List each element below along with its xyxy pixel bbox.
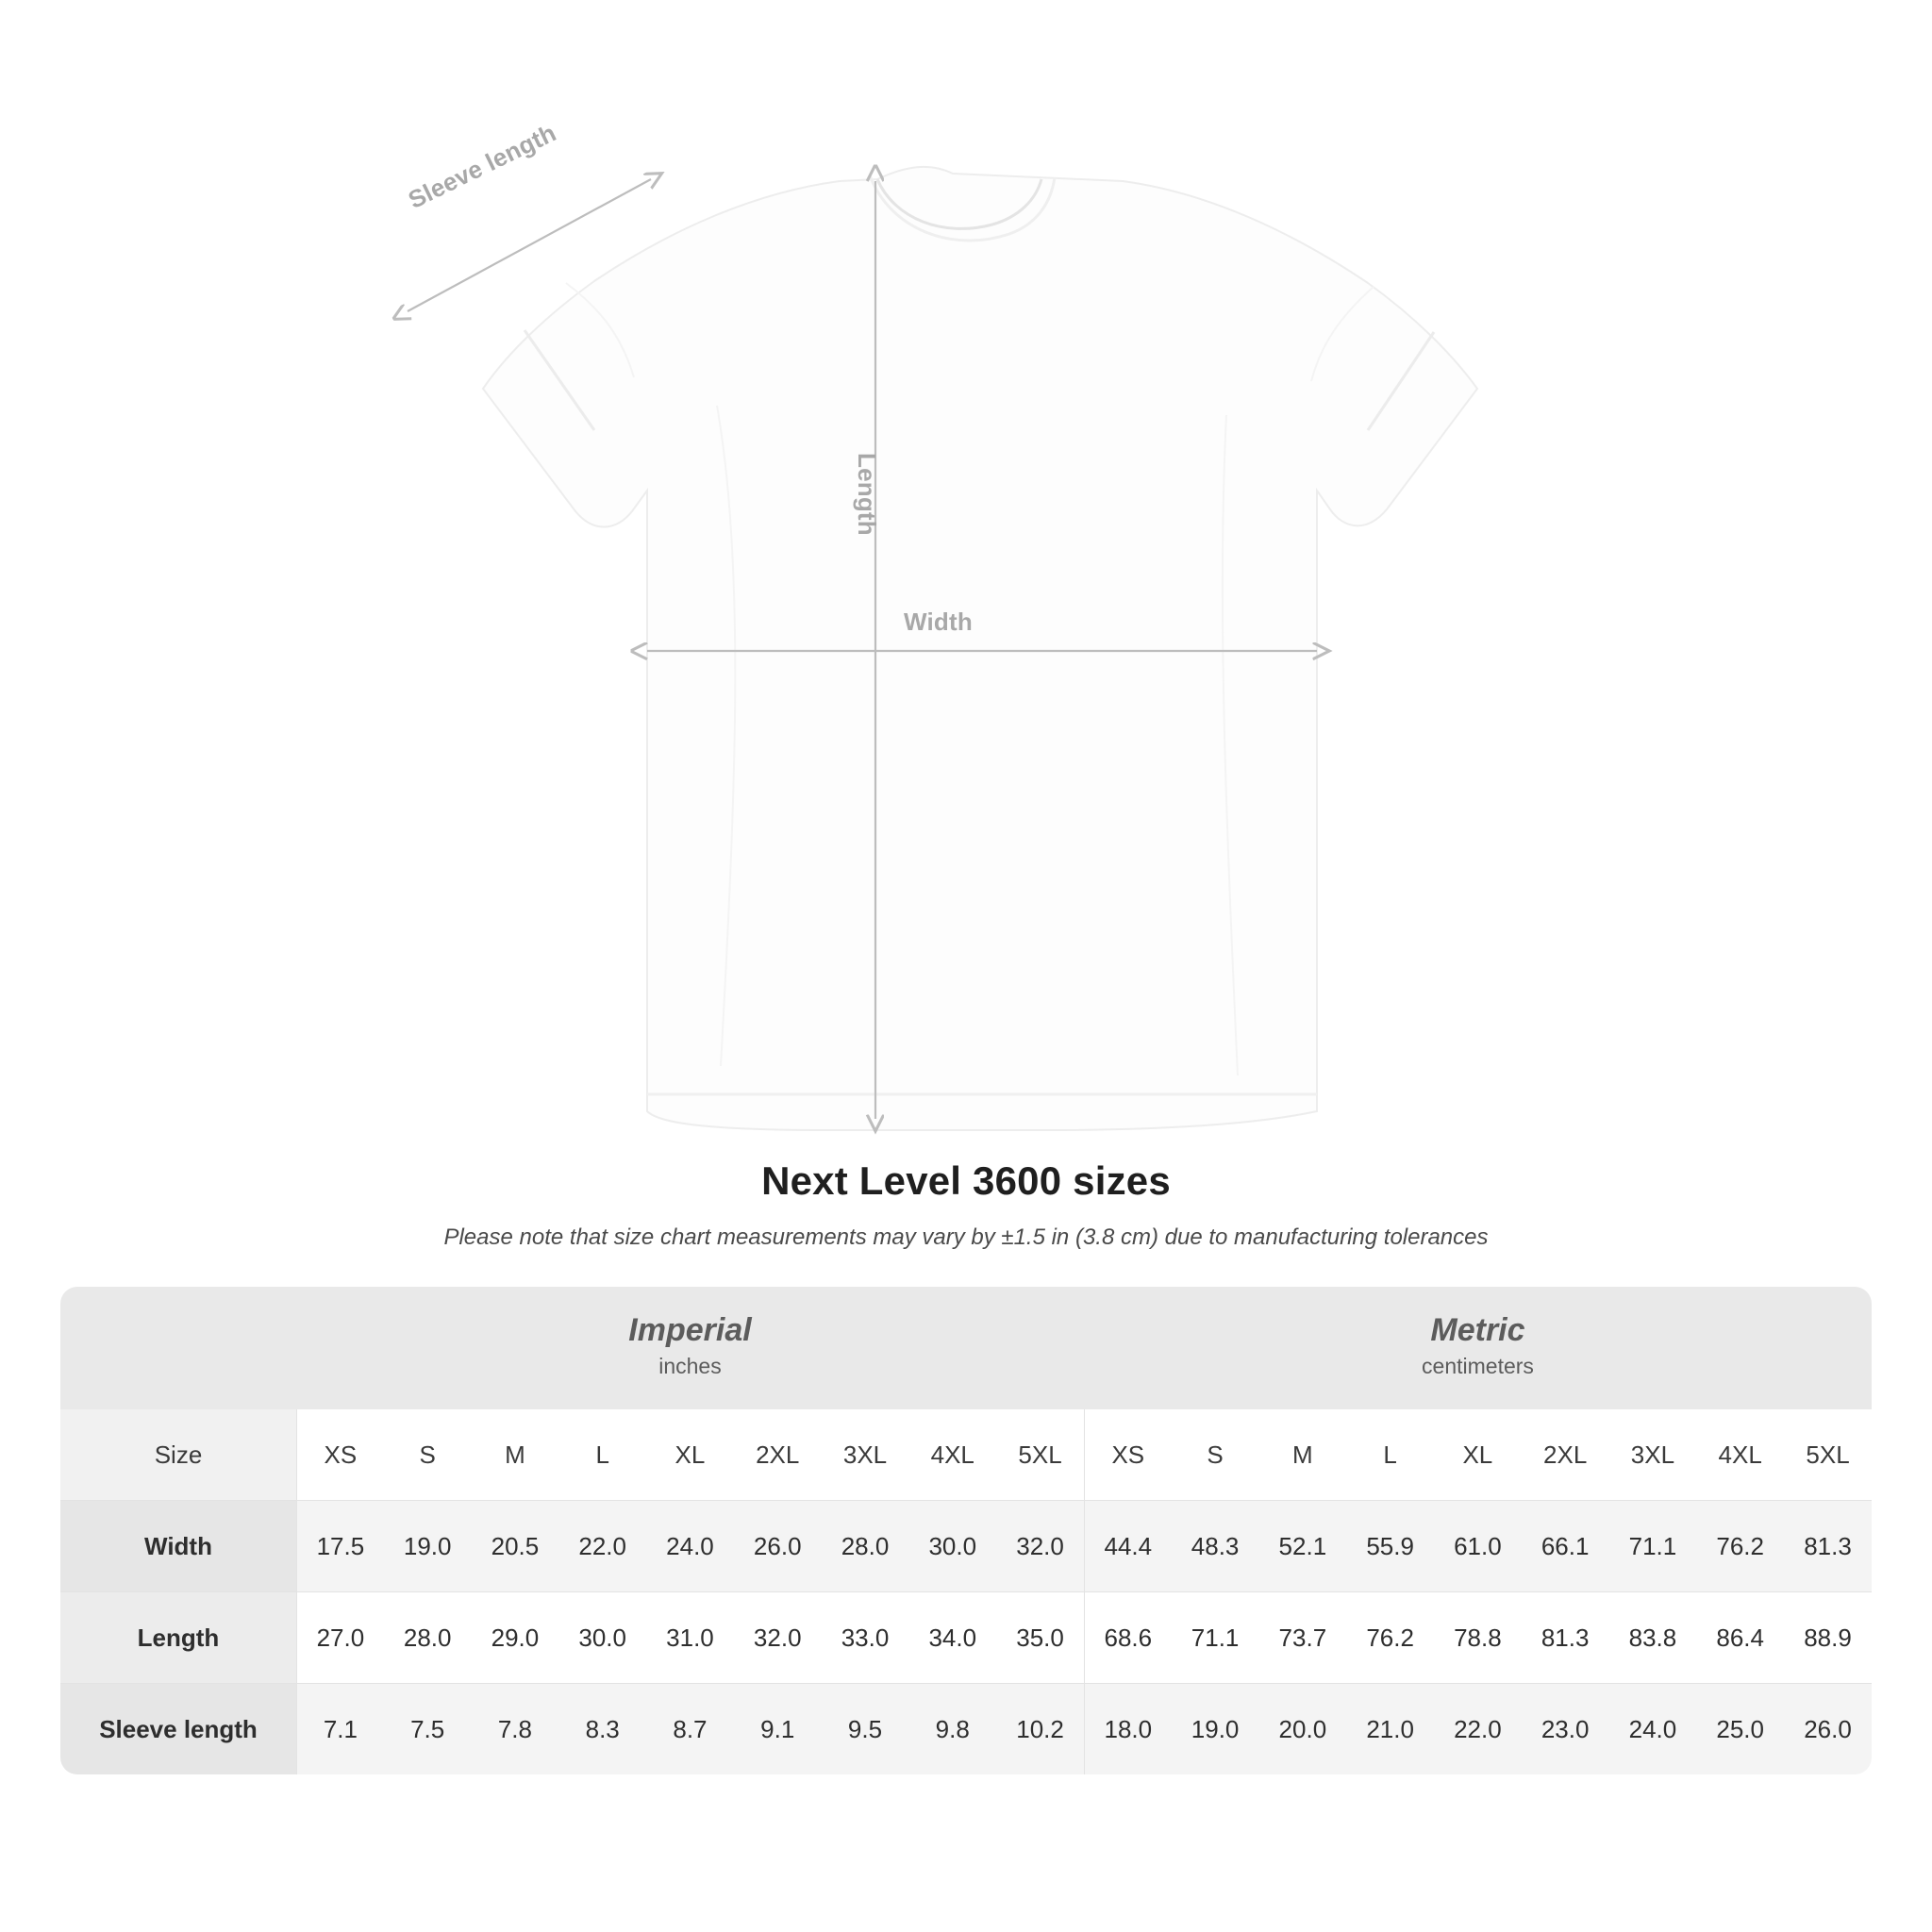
measurement-cell: 35.0 [996,1591,1084,1683]
measurement-cell: 30.0 [558,1591,646,1683]
measurement-cell: 28.0 [822,1500,909,1591]
unit-group-title: Imperial [628,1312,752,1349]
width-label: Width [904,608,973,636]
measurement-cell: 8.3 [558,1683,646,1774]
measurement-cell: 22.0 [558,1500,646,1591]
measurement-cell: 23.0 [1522,1683,1609,1774]
measurement-cell: 21.0 [1346,1683,1434,1774]
measurement-cell: 66.1 [1522,1500,1609,1591]
measurement-cell: 9.8 [908,1683,996,1774]
measurement-cell: 20.0 [1258,1683,1346,1774]
measurement-cell: 17.5 [296,1500,384,1591]
sleeve-length-label: Sleeve length [404,118,561,214]
unit-group-metric [1084,1287,1872,1409]
measurement-cell: 71.1 [1172,1591,1259,1683]
measurement-cell: 24.0 [1609,1683,1697,1774]
measurement-cell: 7.5 [384,1683,472,1774]
measurement-cell: 10.2 [996,1683,1084,1774]
measurement-cell: 19.0 [1172,1683,1259,1774]
size-table [60,1287,1872,1774]
measurement-cell: 86.4 [1696,1591,1784,1683]
measurement-cell: 24.0 [646,1500,734,1591]
size-header-cell: 2XL [734,1409,822,1500]
row-label: Length [60,1591,296,1683]
measurement-cell: 68.6 [1084,1591,1172,1683]
measurement-cell: 26.0 [1784,1683,1872,1774]
measurement-cell: 73.7 [1258,1591,1346,1683]
measurement-cell: 9.5 [822,1683,909,1774]
size-header-cell: S [1172,1409,1259,1500]
row-label: Sleeve length [60,1683,296,1774]
size-header-cell: 3XL [1609,1409,1697,1500]
measurement-cell: 18.0 [1084,1683,1172,1774]
size-header-cell: 3XL [822,1409,909,1500]
size-header-cell: XS [1084,1409,1172,1500]
unit-group-subtitle: centimeters [1422,1354,1534,1379]
table-row [60,1500,1872,1591]
size-header-cell: XL [1434,1409,1522,1500]
size-header-cell: 4XL [908,1409,996,1500]
title-block [0,1158,1932,1251]
size-header-cell: S [384,1409,472,1500]
measurement-cell: 31.0 [646,1591,734,1683]
measurement-cell: 88.9 [1784,1591,1872,1683]
size-header-cell: 5XL [1784,1409,1872,1500]
measurement-cell: 25.0 [1696,1683,1784,1774]
measurement-cell: 8.7 [646,1683,734,1774]
tolerance-note: Please note that size chart measurements may vary by ±1.5 in (3.8 cm) due to manufacturing tolerances [443,1224,1489,1250]
size-header-cell: M [472,1409,559,1500]
unit-group-imperial [296,1287,1084,1409]
measurement-cell: 30.0 [908,1500,996,1591]
unit-group-row [60,1287,1872,1409]
unit-group-title: Metric [1430,1312,1525,1349]
size-header-cell: 2XL [1522,1409,1609,1500]
table-row [60,1591,1872,1683]
measurement-cell: 28.0 [384,1591,472,1683]
measurement-cell: 76.2 [1696,1500,1784,1591]
measurement-cell: 33.0 [822,1591,909,1683]
size-header-cell: 5XL [996,1409,1084,1500]
table-row [60,1683,1872,1774]
measurement-cell: 78.8 [1434,1591,1522,1683]
size-header-cell: L [558,1409,646,1500]
measurement-cell: 20.5 [472,1500,559,1591]
size-header-cell: 4XL [1696,1409,1784,1500]
measurement-cell: 48.3 [1172,1500,1259,1591]
size-table-wrapper [60,1287,1872,1774]
length-label: Length [853,453,881,536]
size-header-row [60,1409,1872,1500]
size-header-cell: XL [646,1409,734,1500]
size-header-cell: M [1258,1409,1346,1500]
row-label: Width [60,1500,296,1591]
measurement-cell: 44.4 [1084,1500,1172,1591]
measurement-cell: 32.0 [734,1591,822,1683]
measurement-cell: 71.1 [1609,1500,1697,1591]
measurement-cell: 29.0 [472,1591,559,1683]
measurement-cell: 22.0 [1434,1683,1522,1774]
measurement-cell: 19.0 [384,1500,472,1591]
page-title: Next Level 3600 sizes [761,1158,1171,1203]
measurement-cell: 32.0 [996,1500,1084,1591]
measurement-cell: 81.3 [1522,1591,1609,1683]
measurement-cell: 55.9 [1346,1500,1434,1591]
unit-group-subtitle: inches [658,1354,722,1379]
size-header-cell: L [1346,1409,1434,1500]
measurement-cell: 76.2 [1346,1591,1434,1683]
measurement-cell: 52.1 [1258,1500,1346,1591]
size-header-label: Size [60,1409,296,1500]
measurement-cell: 34.0 [908,1591,996,1683]
size-header-cell: XS [296,1409,384,1500]
measurement-cell: 26.0 [734,1500,822,1591]
measurement-cell: 27.0 [296,1591,384,1683]
measurement-cell: 7.1 [296,1683,384,1774]
unit-row-spacer [60,1287,296,1409]
measurement-cell: 7.8 [472,1683,559,1774]
measurement-cell: 81.3 [1784,1500,1872,1591]
measurement-cell: 83.8 [1609,1591,1697,1683]
measurement-cell: 9.1 [734,1683,822,1774]
measurement-cell: 61.0 [1434,1500,1522,1591]
